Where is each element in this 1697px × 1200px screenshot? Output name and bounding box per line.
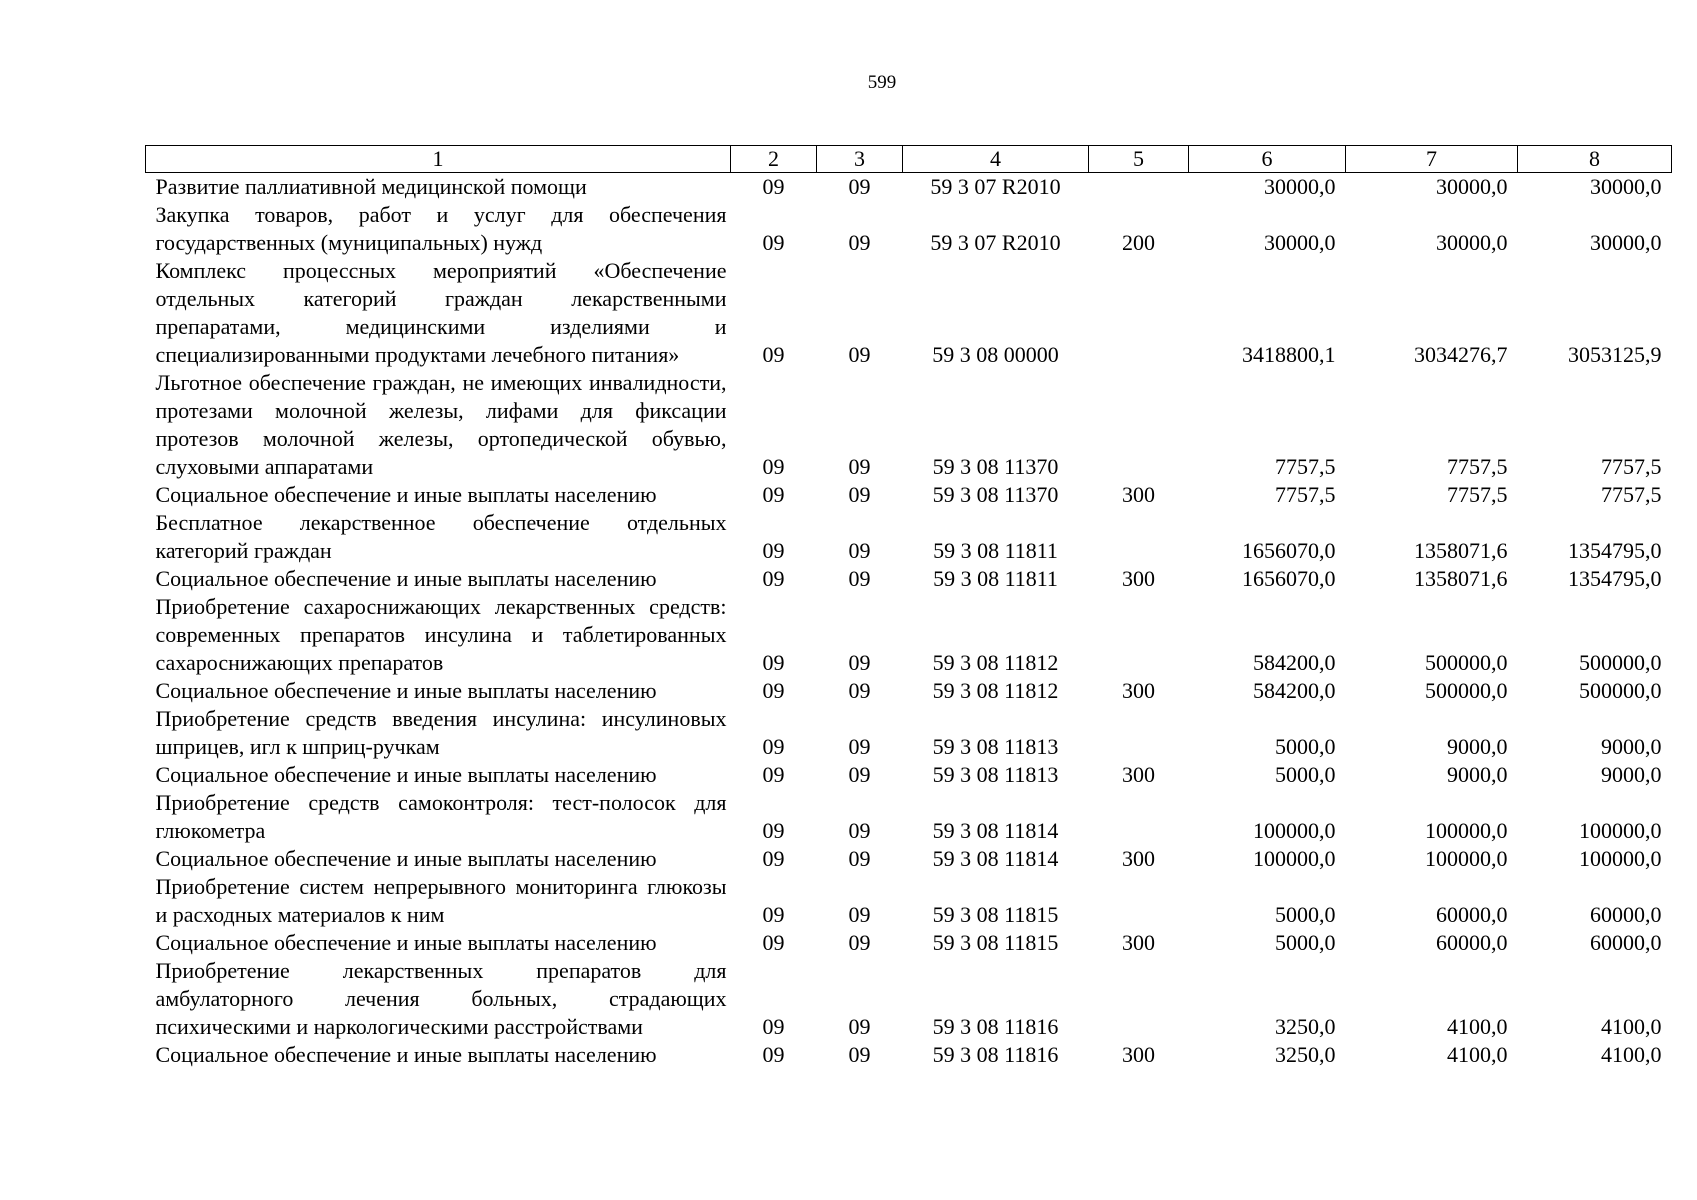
row-amount-col8-cell: 100000,0 bbox=[1579, 818, 1662, 843]
row-expense-type-cell bbox=[1089, 369, 1189, 481]
header-col-5: 5 bbox=[1089, 146, 1189, 173]
row-target-article-cell: 59 3 08 11811 bbox=[933, 566, 1058, 591]
row-subsection-cell: 09 bbox=[848, 762, 871, 787]
row-section-cell: 09 bbox=[762, 930, 785, 955]
table-row bbox=[146, 565, 1672, 593]
row-section-cell: 09 bbox=[762, 1042, 785, 1067]
table-row bbox=[146, 929, 1672, 957]
row-amount-col6-cell: 3418800,1 bbox=[1242, 342, 1336, 367]
table-row bbox=[146, 369, 1672, 481]
table-row bbox=[146, 201, 1672, 257]
row-expense-type-cell: 200 bbox=[1122, 230, 1155, 255]
row-amount-col8-cell: 4100,0 bbox=[1601, 1014, 1662, 1039]
row-amount-col7-cell: 30000,0 bbox=[1436, 230, 1508, 255]
row-amount-col6-cell: 5000,0 bbox=[1275, 734, 1336, 759]
header-col-6: 6 bbox=[1189, 146, 1346, 173]
table-row bbox=[146, 705, 1672, 761]
row-section-cell: 09 bbox=[762, 566, 785, 591]
row-subsection-cell: 09 bbox=[848, 818, 871, 843]
row-name-cell: Социальное обеспечение и иные выплаты населению bbox=[155, 566, 657, 591]
row-section-cell: 09 bbox=[762, 1014, 785, 1039]
row-expense-type-cell bbox=[1089, 789, 1189, 845]
row-section-cell: 09 bbox=[762, 454, 785, 479]
row-name-cell: Социальное обеспечение и иные выплаты населению bbox=[155, 846, 657, 871]
table-row bbox=[146, 873, 1672, 929]
row-expense-type-cell bbox=[1089, 509, 1189, 565]
header-col-1: 1 bbox=[146, 146, 731, 173]
row-subsection-cell: 09 bbox=[848, 538, 871, 563]
row-amount-col8-cell: 100000,0 bbox=[1579, 846, 1662, 871]
row-target-article-cell: 59 3 08 11816 bbox=[932, 1014, 1059, 1039]
row-expense-type-cell: 300 bbox=[1122, 678, 1155, 703]
row-amount-col6-cell: 584200,0 bbox=[1253, 678, 1336, 703]
row-amount-col8-cell: 30000,0 bbox=[1590, 230, 1662, 255]
table-body bbox=[146, 173, 1672, 1070]
row-amount-col7-cell: 9000,0 bbox=[1447, 762, 1508, 787]
row-amount-col8-cell: 500000,0 bbox=[1579, 650, 1662, 675]
row-name-cell: Социальное обеспечение и иные выплаты населению bbox=[155, 930, 657, 955]
row-section-cell: 09 bbox=[762, 678, 785, 703]
row-target-article-cell: 59 3 08 11812 bbox=[932, 650, 1059, 675]
row-name-cell: Льготное обеспечение граждан, не имеющих инвалидности, протезами молочной железы, лифами для фиксации протезов молочной железы, ортопедической обувью, слуховыми аппаратами bbox=[155, 370, 727, 479]
row-subsection-cell: 09 bbox=[848, 230, 871, 255]
row-amount-col8-cell: 4100,0 bbox=[1601, 1042, 1662, 1067]
row-target-article-cell: 59 3 08 11815 bbox=[932, 902, 1059, 927]
table-row bbox=[146, 677, 1672, 705]
row-amount-col6-cell: 100000,0 bbox=[1253, 818, 1336, 843]
row-section-cell: 09 bbox=[762, 650, 785, 675]
row-section-cell: 09 bbox=[762, 902, 785, 927]
row-target-article-cell: 59 3 08 11814 bbox=[932, 846, 1059, 871]
row-target-article-cell: 59 3 07 R2010 bbox=[930, 174, 1061, 199]
row-amount-col8-cell: 9000,0 bbox=[1601, 762, 1662, 787]
row-subsection-cell: 09 bbox=[848, 454, 871, 479]
row-target-article-cell: 59 3 08 11370 bbox=[932, 482, 1059, 507]
row-expense-type-cell bbox=[1089, 257, 1189, 369]
row-amount-col6-cell: 1656070,0 bbox=[1242, 538, 1336, 563]
row-target-article-cell: 59 3 08 00000 bbox=[932, 342, 1059, 367]
header-col-3: 3 bbox=[817, 146, 903, 173]
row-name-cell: Социальное обеспечение и иные выплаты населению bbox=[155, 678, 657, 703]
row-section-cell: 09 bbox=[762, 818, 785, 843]
table-row bbox=[146, 173, 1672, 202]
row-amount-col7-cell: 30000,0 bbox=[1436, 174, 1508, 199]
row-amount-col6-cell: 5000,0 bbox=[1275, 762, 1336, 787]
row-name-cell: Социальное обеспечение и иные выплаты населению bbox=[155, 762, 657, 787]
row-expense-type-cell: 300 bbox=[1122, 482, 1155, 507]
row-amount-col6-cell: 7757,5 bbox=[1275, 454, 1336, 479]
row-name-cell: Закупка товаров, работ и услуг для обеспечения государственных (муниципальных) нужд bbox=[155, 202, 727, 255]
row-subsection-cell: 09 bbox=[848, 482, 871, 507]
row-amount-col6-cell: 5000,0 bbox=[1275, 930, 1336, 955]
row-amount-col7-cell: 7757,5 bbox=[1447, 482, 1508, 507]
row-expense-type-cell: 300 bbox=[1122, 566, 1155, 591]
row-subsection-cell: 09 bbox=[848, 930, 871, 955]
row-subsection-cell: 09 bbox=[848, 734, 871, 759]
row-target-article-cell: 59 3 08 11811 bbox=[933, 538, 1058, 563]
table-header bbox=[146, 146, 1672, 173]
row-expense-type-cell: 300 bbox=[1122, 930, 1155, 955]
row-name-cell: Приобретение сахароснижающих лекарственных средств: современных препаратов инсулина и таблетированных сахароснижающих препаратов bbox=[155, 594, 727, 675]
row-subsection-cell: 09 bbox=[848, 650, 871, 675]
row-amount-col7-cell: 4100,0 bbox=[1447, 1042, 1508, 1067]
row-amount-col7-cell: 1358071,6 bbox=[1414, 538, 1508, 563]
row-subsection-cell: 09 bbox=[848, 566, 871, 591]
row-target-article-cell: 59 3 08 11370 bbox=[932, 454, 1059, 479]
table-row bbox=[146, 593, 1672, 677]
row-amount-col6-cell: 5000,0 bbox=[1275, 902, 1336, 927]
row-amount-col6-cell: 3250,0 bbox=[1275, 1042, 1336, 1067]
row-amount-col7-cell: 7757,5 bbox=[1447, 454, 1508, 479]
row-amount-col8-cell: 500000,0 bbox=[1579, 678, 1662, 703]
table-row bbox=[146, 761, 1672, 789]
row-name-cell: Приобретение средств самоконтроля: тест-полосок для глюкометра bbox=[155, 790, 727, 843]
row-target-article-cell: 59 3 07 R2010 bbox=[930, 230, 1061, 255]
row-expense-type-cell bbox=[1089, 957, 1189, 1041]
row-amount-col7-cell: 9000,0 bbox=[1447, 734, 1508, 759]
table-row bbox=[146, 845, 1672, 873]
row-amount-col6-cell: 30000,0 bbox=[1264, 230, 1336, 255]
row-amount-col7-cell: 100000,0 bbox=[1425, 818, 1508, 843]
row-section-cell: 09 bbox=[762, 174, 785, 199]
table-row bbox=[146, 1041, 1672, 1069]
header-col-7: 7 bbox=[1346, 146, 1518, 173]
row-amount-col8-cell: 1354795,0 bbox=[1568, 566, 1662, 591]
row-amount-col6-cell: 584200,0 bbox=[1253, 650, 1336, 675]
header-row bbox=[146, 146, 1672, 173]
row-section-cell: 09 bbox=[762, 230, 785, 255]
row-amount-col7-cell: 500000,0 bbox=[1425, 678, 1508, 703]
row-amount-col6-cell: 30000,0 bbox=[1264, 174, 1336, 199]
row-name-cell: Приобретение систем непрерывного мониторинга глюкозы и расходных материалов к ним bbox=[155, 874, 727, 927]
row-amount-col8-cell: 3053125,9 bbox=[1568, 342, 1662, 367]
row-amount-col6-cell: 1656070,0 bbox=[1242, 566, 1336, 591]
row-subsection-cell: 09 bbox=[848, 846, 871, 871]
row-target-article-cell: 59 3 08 11816 bbox=[932, 1042, 1059, 1067]
row-amount-col8-cell: 60000,0 bbox=[1590, 902, 1662, 927]
row-name-cell: Приобретение лекарственных препаратов для амбулаторного лечения больных, страдающих психическими и наркологическими расстройствами bbox=[155, 958, 727, 1039]
row-amount-col7-cell: 100000,0 bbox=[1425, 846, 1508, 871]
row-target-article-cell: 59 3 08 11813 bbox=[932, 762, 1059, 787]
header-col-8: 8 bbox=[1518, 146, 1672, 173]
row-expense-type-cell bbox=[1089, 593, 1189, 677]
table-row bbox=[146, 509, 1672, 565]
table-row bbox=[146, 481, 1672, 509]
row-name-cell: Приобретение средств введения инсулина: инсулиновых шприцев, игл к шприц-ручкам bbox=[155, 706, 727, 759]
row-section-cell: 09 bbox=[762, 846, 785, 871]
row-section-cell: 09 bbox=[762, 734, 785, 759]
row-amount-col7-cell: 60000,0 bbox=[1436, 902, 1508, 927]
row-section-cell: 09 bbox=[762, 342, 785, 367]
row-subsection-cell: 09 bbox=[848, 678, 871, 703]
row-subsection-cell: 09 bbox=[848, 1014, 871, 1039]
row-subsection-cell: 09 bbox=[848, 1042, 871, 1067]
row-expense-type-cell bbox=[1089, 173, 1189, 202]
row-amount-col8-cell: 30000,0 bbox=[1590, 174, 1662, 199]
row-target-article-cell: 59 3 08 11815 bbox=[932, 930, 1059, 955]
row-amount-col6-cell: 100000,0 bbox=[1253, 846, 1336, 871]
page-number: 599 bbox=[867, 72, 897, 93]
row-expense-type-cell: 300 bbox=[1122, 1042, 1155, 1067]
header-col-4: 4 bbox=[903, 146, 1089, 173]
row-section-cell: 09 bbox=[762, 482, 785, 507]
row-amount-col6-cell: 3250,0 bbox=[1275, 1014, 1336, 1039]
row-name-cell: Комплекс процессных мероприятий «Обеспечение отдельных категорий граждан лекарственными препаратами, медицинскими изделиями и специализированными продуктами лечебного питания» bbox=[155, 258, 727, 367]
row-amount-col7-cell: 3034276,7 bbox=[1414, 342, 1508, 367]
row-name-cell: Развитие паллиативной медицинской помощи bbox=[155, 174, 587, 199]
table-row bbox=[146, 789, 1672, 845]
table-row bbox=[146, 257, 1672, 369]
row-subsection-cell: 09 bbox=[848, 174, 871, 199]
row-amount-col7-cell: 60000,0 bbox=[1436, 930, 1508, 955]
row-amount-col8-cell: 1354795,0 bbox=[1568, 538, 1662, 563]
row-name-cell: Социальное обеспечение и иные выплаты населению bbox=[155, 482, 657, 507]
row-expense-type-cell bbox=[1089, 705, 1189, 761]
row-amount-col8-cell: 7757,5 bbox=[1601, 482, 1662, 507]
row-section-cell: 09 bbox=[762, 538, 785, 563]
row-amount-col7-cell: 1358071,6 bbox=[1414, 566, 1508, 591]
row-amount-col8-cell: 7757,5 bbox=[1601, 454, 1662, 479]
row-name-cell: Бесплатное лекарственное обеспечение отдельных категорий граждан bbox=[155, 510, 727, 563]
row-amount-col6-cell: 7757,5 bbox=[1275, 482, 1336, 507]
header-col-2: 2 bbox=[731, 146, 817, 173]
row-amount-col8-cell: 60000,0 bbox=[1590, 930, 1662, 955]
row-amount-col8-cell: 9000,0 bbox=[1601, 734, 1662, 759]
row-target-article-cell: 59 3 08 11812 bbox=[932, 678, 1059, 703]
row-amount-col7-cell: 4100,0 bbox=[1447, 1014, 1508, 1039]
row-target-article-cell: 59 3 08 11814 bbox=[932, 818, 1059, 843]
row-expense-type-cell bbox=[1089, 873, 1189, 929]
row-subsection-cell: 09 bbox=[848, 902, 871, 927]
row-expense-type-cell: 300 bbox=[1122, 846, 1155, 871]
row-name-cell: Социальное обеспечение и иные выплаты населению bbox=[155, 1042, 657, 1067]
row-subsection-cell: 09 bbox=[848, 342, 871, 367]
row-section-cell: 09 bbox=[762, 762, 785, 787]
row-target-article-cell: 59 3 08 11813 bbox=[932, 734, 1059, 759]
budget-table bbox=[145, 145, 1672, 1069]
row-amount-col7-cell: 500000,0 bbox=[1425, 650, 1508, 675]
table-row bbox=[146, 957, 1672, 1041]
row-expense-type-cell: 300 bbox=[1122, 762, 1155, 787]
